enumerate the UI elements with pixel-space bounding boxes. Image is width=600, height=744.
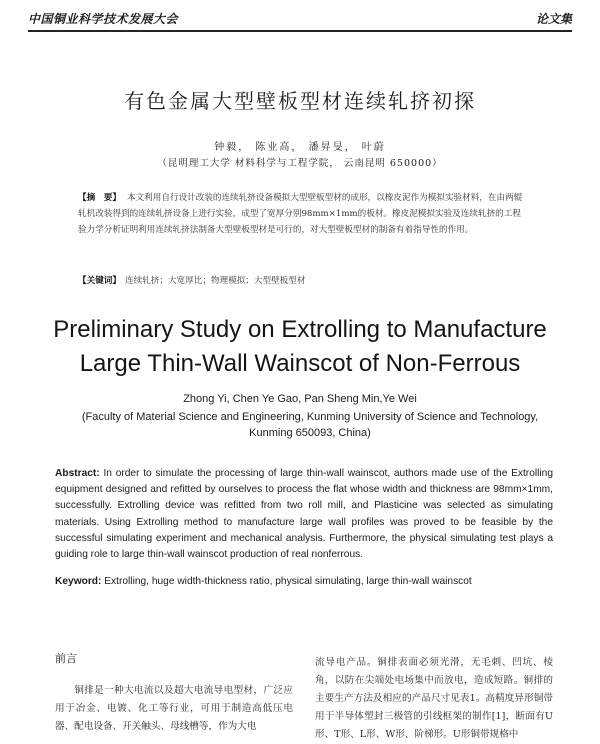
chinese-abstract [78,190,528,238]
english-keywords [55,576,553,587]
chinese-abstract-label: 【摘 要】 [78,193,121,203]
chinese-affiliation: （昆明理工大学 材料科学与工程学院， 云南昆明 650000） [157,158,443,169]
english-abstract-label: Abstract: [55,468,100,479]
english-title [40,313,560,381]
english-keywords-label: Keyword: [55,576,102,587]
english-title-line-2: Large Thin-Wall Wainscot of Non-Ferrous [79,350,521,377]
chinese-abstract-text: 本文利用自行设计改装的连续轧挤设备模拟大型壁板型材的成形，以橡皮泥作为模拟实验材料，在由两辊轧机改装得到的连续轧挤设备上进行实验，成型了宽厚分别98mm×1mm的板材。橡皮泥模拟实验及连续轧挤的工程验力学分析证明利用连续轧挤法制备大型壁板型材是可行的，对大型壁板型材的制备有着指导性的作用。 [78,193,523,235]
chinese-keywords-text: 连续轧挤；大宽厚比；物理模拟；大型壁板型材 [124,276,306,286]
chinese-keywords [78,274,528,286]
body-paragraph-left: 铜排是一种大电流以及超大电流导电型材，广泛应用于冶金、电镀、化工等行业，可用于制造高低压电器、配电设备、开关触头、母线槽等，作为大电 [55,685,293,732]
section-heading-preface: 前言 [55,652,77,665]
english-abstract-text: In order to simulate the processing of large thin-wall wainscot, authors made use of the Extrolling equipment designed and refitted by ourselves to process the flat whose width and thickness are 98mm×1mm, successfully. Extrolling device was refitted from two roll mill, and Plasticine was selected as simulating materials. Using Extrolling method to manufacture large wall profiles was proved to be feasible by the successful simulating experiment and mechanical analysis. Furthermore, the physical simulating test plays a guiding role to large thin-wall wainscot production of real nonferrous. [55,468,553,561]
running-header-section: 论文集 [535,12,572,26]
english-abstract [55,466,553,563]
chinese-authors: 钟毅， 陈业高， 潘昇旻， 叶蔚 [214,142,386,153]
english-title-line-1: Preliminary Study on Extrolling to Manufacture [53,316,547,343]
body-column-left [55,650,293,736]
english-affiliation: (Faculty of Material Science and Engineering, Kunming University of Science and Technology, Kunming 650093, China) [81,411,539,439]
english-keywords-text: Extrolling, huge width-thickness ratio, physical simulating, large thin-wall wainscot [104,576,472,587]
running-header [28,8,572,32]
chinese-title: 有色金属大型壁板型材连续轧挤初探 [124,89,476,113]
english-authors: Zhong Yi, Chen Ye Gao, Pan Sheng Min,Ye Wei [183,393,417,405]
body-paragraph-right: 流导电产品。铜排表面必须光滑，无毛刺、凹坑、棱角，以防在尖端处电场集中而放电，造成短路。铜排的主要生产方法及相应的产品尺寸见表1。高精度异形铜带用于半导体塑封三极管的引线框架的制作[1]，断面有U形、T形、L形、W形、阶梯形。U形铜带规格中 [315,657,553,740]
chinese-keywords-label: 【关键词】 [78,276,121,286]
body-column-right [315,654,553,744]
running-header-conference: 中国铜业科学技术发展大会 [28,12,179,26]
